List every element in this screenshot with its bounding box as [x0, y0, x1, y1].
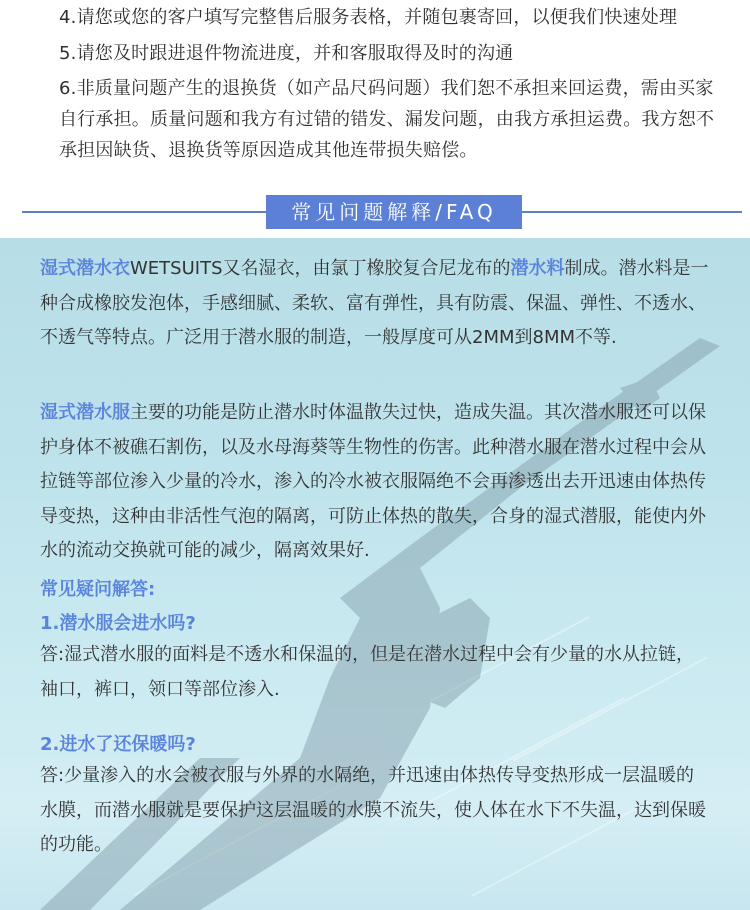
faq-title: 常见问题解释/FAQ	[266, 195, 522, 229]
wetsuit-function-paragraph	[40, 396, 712, 569]
divider-line-left	[22, 211, 267, 213]
qa-heading: 常见疑问解答:	[40, 579, 156, 600]
highlight-diving-material: 潜水料	[510, 258, 565, 279]
note-item-6: 6.非质量问题产生的退换货（如产品尺码问题）我们恕不承担来回运费，需由买家自行承担。质量问题和我方有过错的错发、漏发问题，由我方承担运费。我方恕不承担因缺货、退换货等原因造成其他连带损失赔偿。	[59, 78, 715, 161]
divider-line-right	[522, 211, 742, 213]
intro-text-part2: 制成。潜水料是一种合成橡胶发泡体，手感细腻、柔软、富有弹性，具有防震、保温、弹性、不透水、不透气等特点。广泛用于潜水服的制造，一般厚度可从2MM到8MM不等.	[40, 258, 709, 348]
faq-section-header	[0, 180, 750, 238]
function-text: 主要的功能是防止潜水时体温散失过快，造成失温。其次潜水服还可以保护身体不被礁石割伤，以及水母海葵等生物性的伤害。此种潜水服在潜水过程中会从拉链等部位渗入少量的冷水，渗入的冷水被衣服隔绝不会再渗透出去开迅速由体热传导变热，这种由非活性气泡的隔离，可防止体热的散失，合身的湿式潜服，能使内外水的流动交换就可能的减少，隔离效果好.	[40, 402, 706, 561]
qa-question-2: 2.进水了还保暖吗?	[40, 734, 196, 755]
faq-content-panel	[0, 238, 750, 910]
intro-text-part1: WETSUITS又名湿衣，由氯丁橡胶复合尼龙布的	[130, 258, 511, 279]
qa-question-1: 1.潜水服会进水吗?	[40, 613, 196, 634]
note-item-4: 4.请您或您的客户填写完整售后服务表格，并随包裹寄回，以便我们快速处理	[59, 7, 678, 28]
wetsuit-intro-paragraph	[40, 252, 712, 356]
return-policy-notes	[0, 0, 750, 178]
qa-answer-1: 答:湿式潜水服的面料是不透水和保温的，但是在潜水过程中会有少量的水从拉链，袖口，裤口，领口等部位渗入.	[40, 644, 695, 700]
highlight-wet-diving-suit: 湿式潜水服	[40, 402, 130, 423]
highlight-wetsuit: 湿式潜水衣	[40, 258, 130, 279]
note-item-5: 5.请您及时跟进退件物流进度，并和客服取得及时的沟通	[59, 43, 514, 64]
qa-answer-2: 答:少量渗入的水会被衣服与外界的水隔绝，并迅速由体热传导变热形成一层温暖的水膜，而潜水服就是要保护这层温暖的水膜不流失，使人体在水下不失温，达到保暖的功能。	[40, 765, 706, 855]
